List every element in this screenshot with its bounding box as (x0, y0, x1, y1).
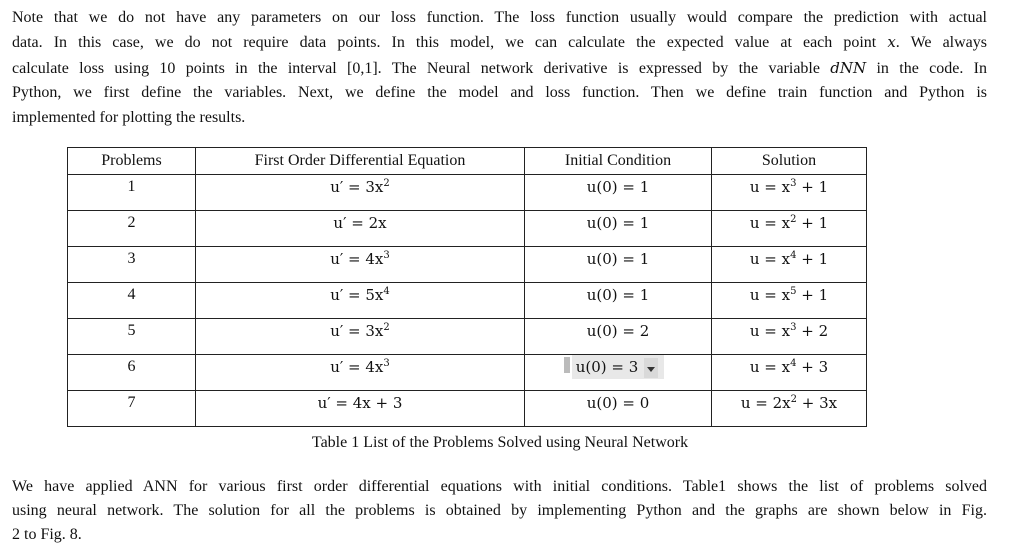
exponent: 5 (790, 286, 797, 297)
table-row (68, 247, 867, 283)
results-paragraph (12, 475, 987, 548)
problem-number-cell: 4 (68, 283, 196, 319)
paragraph-text: in the code. In (876, 59, 987, 77)
table-row (68, 355, 867, 391)
column-header: Problems (68, 148, 196, 175)
initial-condition-cell (525, 175, 712, 211)
initial-condition-cell (525, 319, 712, 355)
solution-text: + 2 (796, 322, 829, 340)
problem-number-cell: 7 (68, 391, 196, 427)
paragraph-line (12, 56, 987, 81)
equation-cell (196, 283, 525, 319)
solution-text: + 1 (796, 250, 829, 268)
solution-text: u = x (749, 250, 791, 268)
exponent: 2 (383, 178, 390, 189)
problem-number-cell: 6 (68, 355, 196, 391)
equation-text: u′ = 4x (330, 358, 384, 376)
paragraph-line: implemented for plotting the results. (12, 108, 246, 126)
equation-cell (196, 211, 525, 247)
exponent: 2 (383, 322, 390, 333)
initial-condition-cell (525, 283, 712, 319)
paragraph-line: 2 to Fig. 8. (12, 526, 82, 544)
table-row (68, 319, 867, 355)
problems-table (67, 147, 867, 427)
solution-text: + 1 (796, 178, 829, 196)
table-row (68, 175, 867, 211)
exponent: 3 (790, 322, 797, 333)
equation-cell (196, 319, 525, 355)
equation-text: u′ = 4x + 3 (317, 394, 403, 412)
paragraph-line: using neural network. The solution for all the problems is obtained by implementing Python and the graphs are shown below in Fig. (12, 502, 987, 520)
solution-text: + 3x (797, 394, 838, 412)
problem-number-cell: 3 (68, 247, 196, 283)
solution-text: + 1 (796, 214, 829, 232)
equation-text: u′ = 3x (330, 178, 384, 196)
initial-condition-text: u(0) = 0 (586, 394, 650, 412)
paragraph-text: data. In this case, we do not require data points. In this model, we can calculate the expected value at each point (12, 34, 877, 52)
equation-cell (196, 355, 525, 391)
initial-condition-text: u(0) = 1 (586, 286, 650, 304)
solution-text: u = x (749, 358, 791, 376)
table-row (68, 211, 867, 247)
column-header: First Order Differential Equation (196, 148, 525, 175)
paragraph-line: Note that we do not have any parameters on our loss function. The loss function usually would compare the prediction with actual (12, 9, 987, 26)
solution-cell (712, 175, 867, 211)
exponent: 4 (790, 250, 797, 261)
dropdown-arrow-icon[interactable] (644, 358, 658, 378)
selected-equation-field[interactable] (572, 355, 665, 379)
column-header: Initial Condition (525, 148, 712, 175)
solution-cell (712, 319, 867, 355)
exponent: 3 (790, 178, 797, 189)
solution-text: + 3 (796, 358, 829, 376)
initial-condition-text: u(0) = 1 (586, 214, 650, 232)
selection-handle[interactable] (564, 357, 570, 373)
solution-cell (712, 211, 867, 247)
solution-cell (712, 283, 867, 319)
initial-condition-cell[interactable] (525, 355, 712, 391)
exponent: 3 (383, 358, 390, 369)
exponent: 3 (383, 250, 390, 261)
equation-cell (196, 175, 525, 211)
equation-text: u′ = 5x (330, 286, 384, 304)
initial-condition-text: u(0) = 3 (575, 358, 639, 376)
solution-cell (712, 247, 867, 283)
exponent: 4 (790, 358, 797, 369)
math-variable: dNN (830, 58, 867, 77)
equation-cell (196, 391, 525, 427)
table-header-row (68, 148, 867, 175)
problem-number-cell: 2 (68, 211, 196, 247)
solution-text: u = x (749, 178, 791, 196)
paragraph-line: Python, we first define the variables. Next, we define the model and loss function. Then we define train function and Python is (12, 84, 987, 102)
solution-text: u = x (749, 214, 791, 232)
math-variable: x (887, 33, 896, 52)
solution-text: u = 2x (740, 394, 791, 412)
equation-text: u′ = 2x (333, 214, 387, 232)
equation-text: u′ = 4x (330, 250, 384, 268)
paragraph-text: calculate loss using 10 points in the interval [0,1]. The Neural network derivative is expressed by the variable (12, 59, 820, 77)
exponent: 4 (383, 286, 390, 297)
paragraph-text: . We always (895, 34, 988, 52)
solution-text: u = x (749, 286, 791, 304)
initial-condition-text: u(0) = 2 (586, 322, 650, 340)
exponent: 2 (790, 394, 798, 405)
problem-number-cell: 5 (68, 319, 196, 355)
initial-condition-cell (525, 211, 712, 247)
exponent: 2 (790, 214, 797, 225)
problem-number-cell: 1 (68, 175, 196, 211)
paragraph-line (12, 30, 987, 55)
equation-cell (196, 247, 525, 283)
equation-text: u′ = 3x (330, 322, 384, 340)
intro-paragraph (12, 6, 987, 130)
solution-cell (712, 355, 867, 391)
column-header: Solution (712, 148, 867, 175)
solution-text: + 1 (796, 286, 829, 304)
solution-cell (712, 391, 867, 427)
initial-condition-text: u(0) = 1 (586, 178, 650, 196)
initial-condition-cell (525, 391, 712, 427)
solution-text: u = x (749, 322, 791, 340)
table-row (68, 283, 867, 319)
table-caption: Table 1 List of the Problems Solved using Neural Network (311, 434, 689, 451)
initial-condition-cell (525, 247, 712, 283)
initial-condition-text: u(0) = 1 (586, 250, 650, 268)
paragraph-line: We have applied ANN for various first order differential equations with initial conditions. Table1 shows the list of problems solved (12, 478, 987, 495)
table-row (68, 391, 867, 427)
